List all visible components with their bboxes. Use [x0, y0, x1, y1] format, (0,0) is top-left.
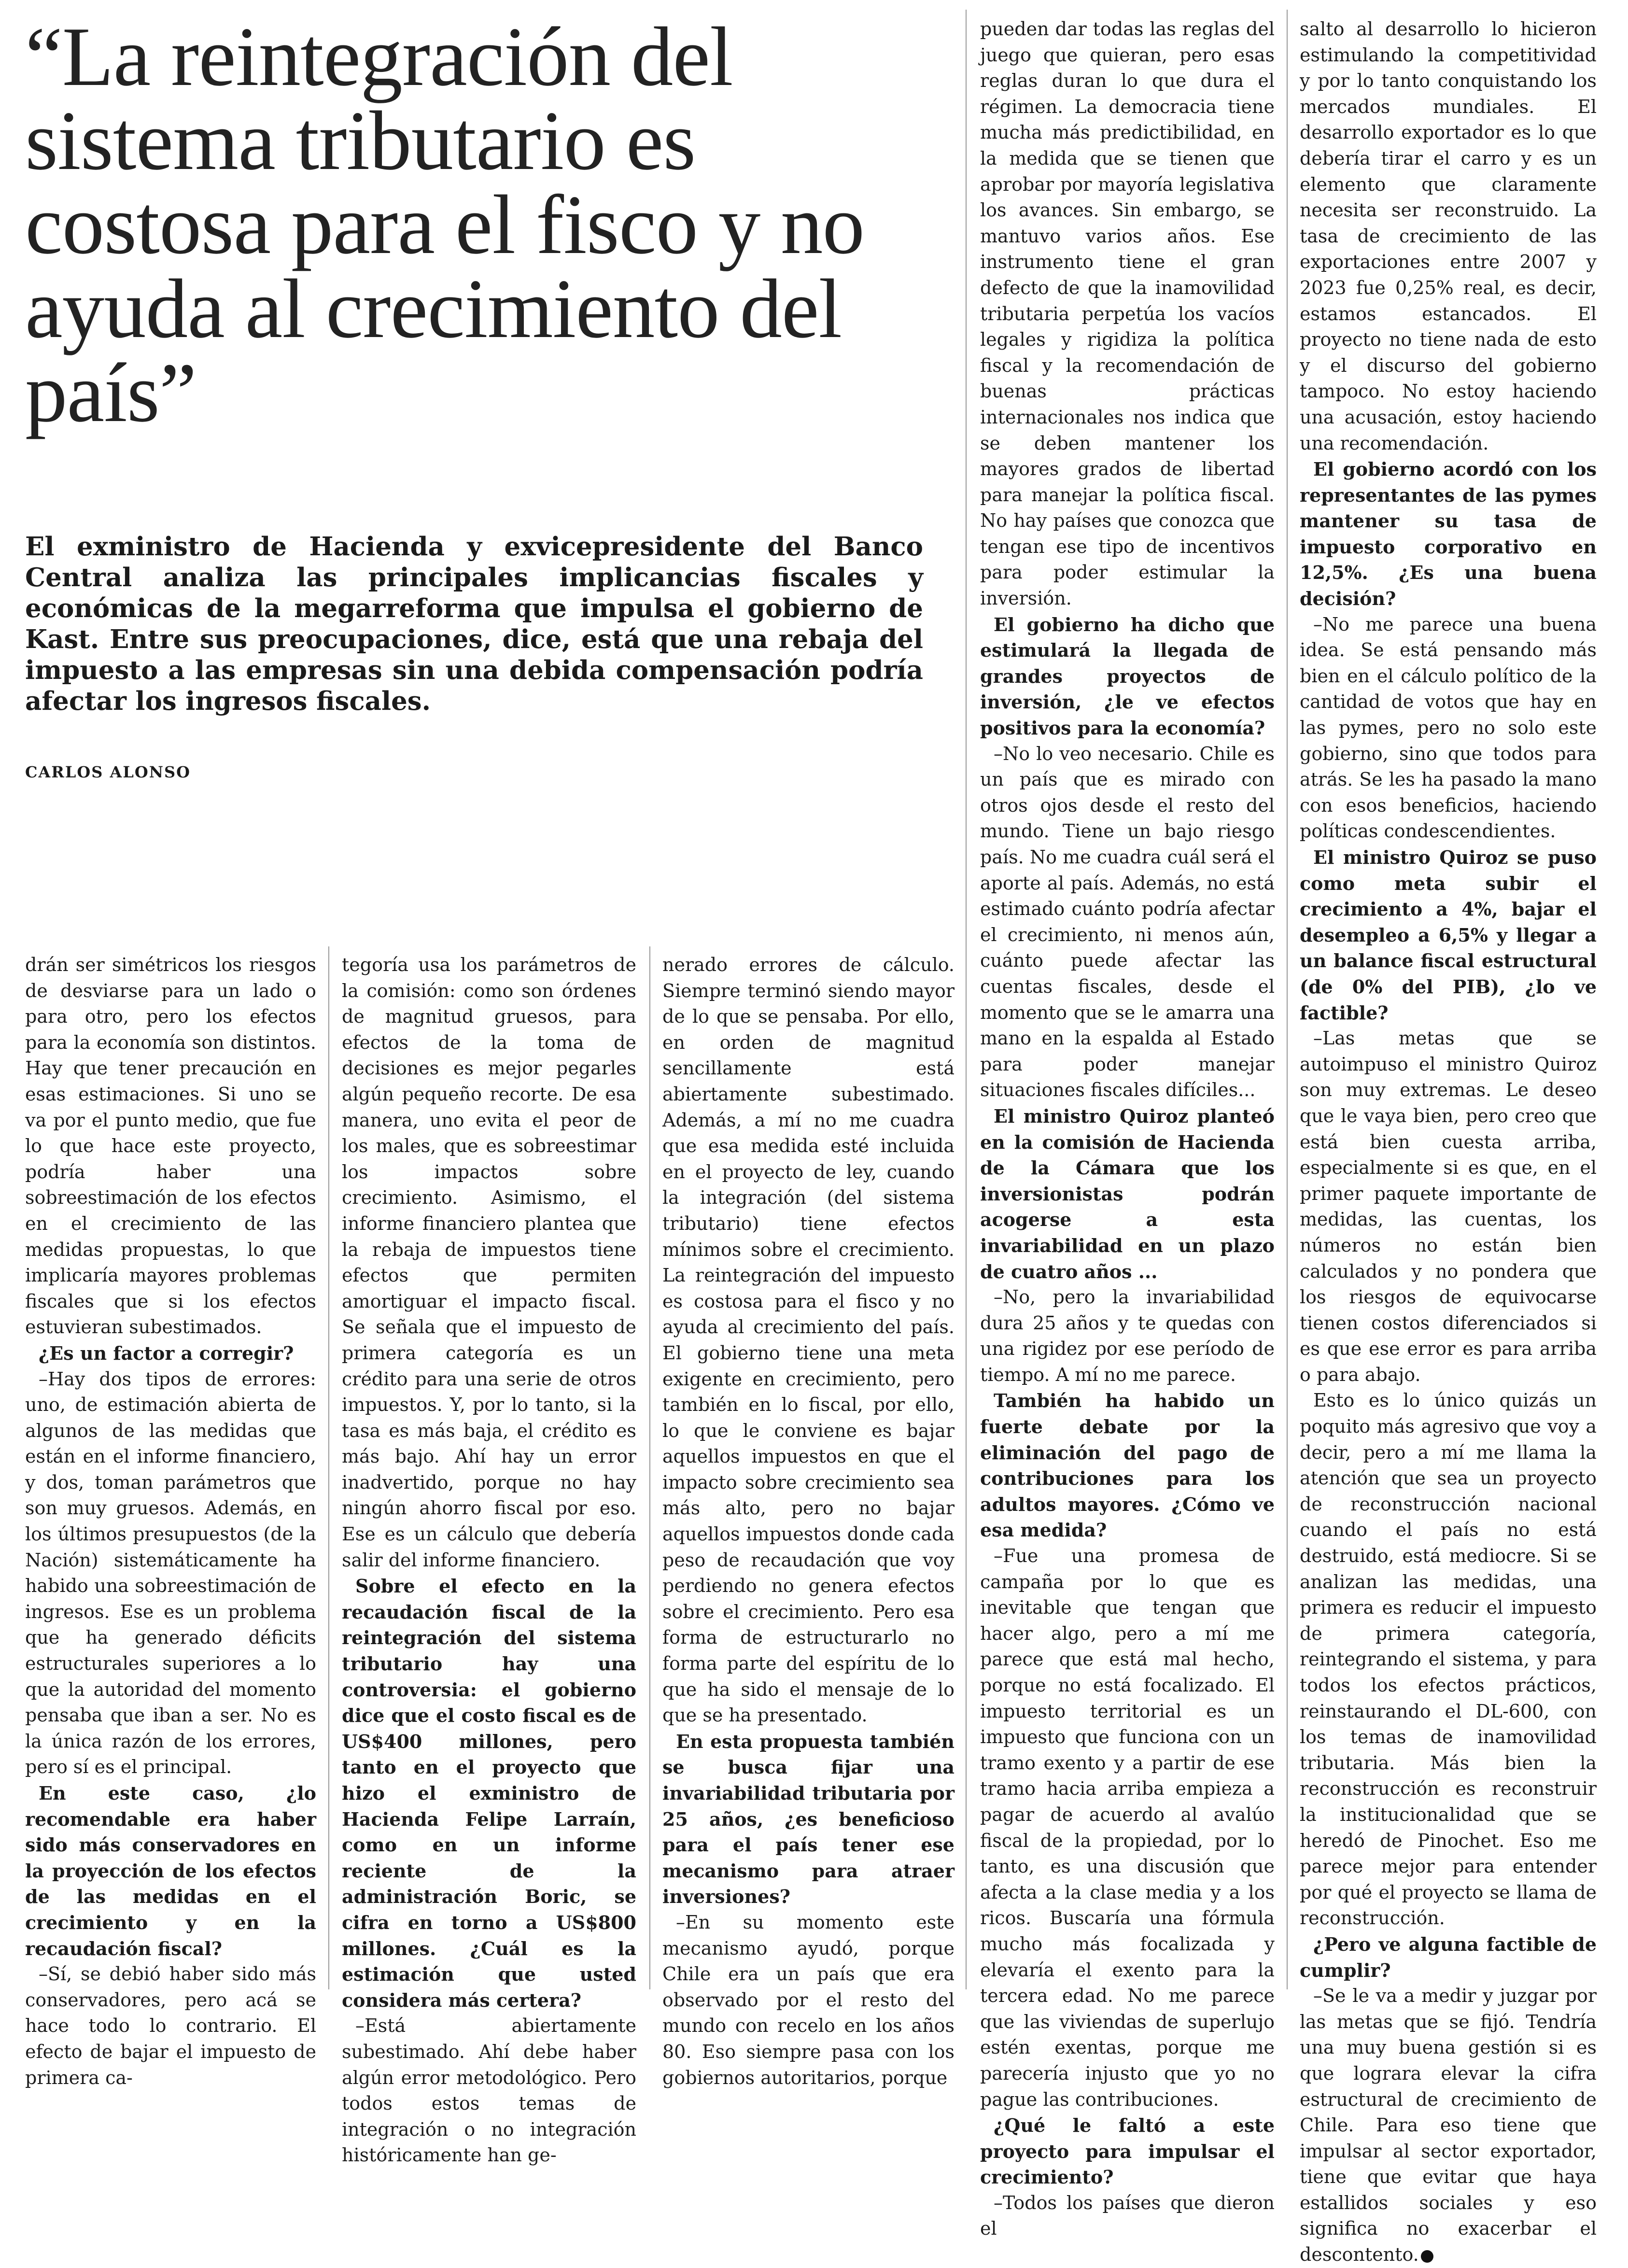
- body-paragraph: nerado errores de cálculo. Siempre terminó siendo mayor de lo que se pensaba. Por ello, en orden de magnitud sencillamente está abiertamente subestimado. Además, a mí no me cuadra que esa medida esté incluida en el proyecto de ley, cuando la integración (del sistema tributario) tiene efectos mínimos sobre el crecimiento. La reintegración del impuesto es costosa para el fisco y no ayuda al crecimiento del país. El gobierno tiene una meta exigente en crecimiento, pero también en lo fiscal, por ello, lo que le conviene es bajar aquellos impuestos en que el impacto sobre crecimiento sea más alto, pero no bajar aquellos impuestos donde cada peso de recaudación que voy perdiendo no genera efectos sobre el crecimiento. Pero esa forma de estructurarlo no forma parte del espíritu de lo que ha sido el mensaje de lo que se ha presentado.: [662, 954, 954, 1726]
- column-rule: [649, 946, 650, 1989]
- article-column-2: [342, 952, 636, 2166]
- question: El ministro Quiroz planteó en la comisión de Hacienda de la Cámara que los inversionistas podrán acogerse a esta invariabilidad en un plazo de cuatro años ...: [980, 1105, 1275, 1282]
- answer-text: –Se le va a medir y juzgar por las metas que se fijó. Tendría una muy buena gestión si es que lograra elevar la cifra estructural de crecimiento de Chile. Para eso tiene que impulsar al sector exportador, tiene que evitar que haya estallidos sociales y eso significa no exacerbar el descontento.: [1300, 1985, 1597, 2266]
- question: ¿Pero ve alguna factible de cumplir?: [1300, 1933, 1597, 1981]
- body-paragraph: pueden dar todas las reglas del juego que quieran, pero esas reglas duran lo que dura el régimen. La democracia tiene mucha más predictibilidad, en la medida que se tienen que aprobar por mayoría legislativa los avances. Sin embargo, se mantuvo varios años. Ese instrumento tiene el gran defecto de que la inamovilidad tributaria perpetúa los vacíos legales y rigidiza la política fiscal y la recomendación de buenas prácticas internacionales nos indica que se deben mantener los mayores grados de libertad para manejar la política fiscal. No hay países que conozca que tengan ese tipo de incentivos para poder estimular la inversión.: [980, 18, 1275, 609]
- answer: [1300, 1983, 1597, 2268]
- question: El ministro Quiroz se puso como meta subir el crecimiento a 4%, bajar el desempleo a 6,5% y llegar a un balance fiscal estructural (de 0% del PIB), ¿lo ve factible?: [1300, 846, 1597, 1024]
- question: ¿Qué le faltó a este proyecto para impulsar el crecimiento?: [980, 2114, 1275, 2188]
- answer: –Hay dos tipos de errores: uno, de estimación abierta de algunos de las medidas que están en el informe financiero, y dos, toman parámetros que son muy gruesos. Además, en los últimos presupuestos (de la Nación) sistemáticamente ha habido una sobreestimación de ingresos. Ese es un problema que ha generado déficits estructurales superiores a lo que la autoridad del momento pensaba que iban a ser. No es la única razón de los errores, pero sí es el principal.: [25, 1368, 316, 1778]
- question: El gobierno ha dicho que estimulará la llegada de grandes proyectos de inversión, ¿le ve efectos positivos para la economía?: [980, 613, 1275, 739]
- byline: CARLOS ALONSO: [25, 763, 191, 781]
- question: En esta propuesta también se busca fijar una invariabilidad tributaria por 25 años, ¿es beneficioso para el país tener ese mecanismo para atraer inversiones?: [662, 1730, 954, 1908]
- question: Sobre el efecto en la recaudación fiscal de la reintegración del sistema tributario hay una controversia: el gobierno dice que el costo fiscal es de US$400 millones, pero tanto en el proyecto que hizo el exministro de Hacienda Felipe Larraín, como en un informe reciente de la administración Boric, se cifra en torno a US$800 millones. ¿Cuál es la estimación que usted considera más certera?: [342, 1575, 636, 2011]
- question: ¿Es un factor a corregir?: [39, 1342, 294, 1364]
- answer: –No me parece una buena idea. Se está pensando más bien en el cálculo político de la cantidad de votos que hay en las pymes, pero no solo este gobierno, sino que todos para atrás. Se les ha pasado la mano con esos beneficios, haciendo políticas condescendientes.: [1300, 613, 1597, 842]
- question: En este caso, ¿lo recomendable era haber sido más conservadores en la proyección de los efectos de las medidas en el crecimiento y en la recaudación fiscal?: [25, 1782, 316, 1959]
- answer: –En su momento este mecanismo ayudó, porque Chile era un país que era observado por el resto del mundo con recelo en los años 80. Eso siempre pasa con los gobiernos autoritarios, porque: [662, 1911, 954, 2088]
- answer: –No, pero la invariabilidad dura 25 años y te quedas con una rigidez por ese período de tiempo. A mí no me parece.: [980, 1286, 1275, 1385]
- answer: –Está abiertamente subestimado. Ahí debe haber algún error metodológico. Pero todos estos temas de integración o no integración históricamente han ge-: [342, 2015, 636, 2166]
- body-paragraph: salto al desarrollo lo hicieron estimulando la competitividad y por lo tanto conquistando los mercados mundiales. El desarrollo exportador es lo que debería tirar el carro y es un elemento que claramente necesita ser reconstruido. La tasa de crecimiento de las exportaciones entre 2007 y 2023 fue 0,25% real, es decir, estamos estancados. El proyecto no tiene nada de esto y el discurso del gobierno tampoco. No estoy haciendo una acusación, estoy haciendo una recomendación.: [1300, 18, 1597, 454]
- answer: –Sí, se debió haber sido más conservadores, pero acá se hace todo lo contrario. El efecto de bajar el impuesto de primera ca-: [25, 1963, 316, 2088]
- body-paragraph: drán ser simétricos los riesgos de desviarse para un lado o para otro, pero los efectos para la economía son distintos. Hay que tener precaución en esas estimaciones. Si uno se va por el punto medio, que fue lo que hace este proyecto, podría haber una sobreestimación de los efectos en el crecimiento de las medidas propuestas, lo que implicaría mayores problemas fiscales que si los efectos estuvieran subestimados.: [25, 954, 316, 1338]
- article-column-4: [980, 16, 1275, 2240]
- lead-paragraph: El exministro de Hacienda y exvicepresidente del Banco Central analiza las principales implicancias fiscales y económicas de la megarreforma que impulsa el gobierno de Kast. Entre sus preocupaciones, dice, está que una rebaja del impuesto a las empresas sin una debida compensación podría afectar los ingresos fiscales.: [25, 532, 923, 716]
- headline: “La reintegración del sistema tributario es costosa para el fisco y no ayuda al crecimiento del país”: [25, 10, 865, 439]
- article-column-5: [1300, 16, 1597, 2266]
- article-column-1: [25, 952, 316, 2088]
- column-rule: [328, 946, 329, 1989]
- question: También ha habido un fuerte debate por la eliminación del pago de contribuciones para los adultos mayores. ¿Cómo ve esa medida?: [980, 1390, 1275, 1541]
- answer: –No lo veo necesario. Chile es un país que es mirado con otros ojos desde el resto del mundo. Tiene un bajo riesgo país. No me cuadra cuál será el aporte al país. Además, no está estimado cuánto podría afectar el crecimiento, ni menos aún, cuánto puede afectar las cuentas fiscales, desde el momento que se le amarra una mano en la espalda al Estado para poder manejar situaciones fiscales difíciles...: [980, 743, 1275, 1101]
- body-paragraph: Esto es lo único quizás un poquito más agresivo que voy a decir, pero a mí me llama la atención que sea un proyecto de reconstrucción nacional cuando el país no está destruido, está mediocre. Si se analizan las medidas, una primera es reducir el impuesto de primera categoría, reintegrando el sistema, y para todos los efectos prácticos, reinstaurando el DL-600, con los temas de inamovilidad tributaria. Más bien la reconstrucción es reconstruir la institucionalidad que se heredó de Pinochet. Eso me parece mejor para entender por qué el proyecto se llama de reconstrucción.: [1300, 1390, 1597, 1929]
- body-paragraph: tegoría usa los parámetros de la comisión: como son órdenes de magnitud gruesos, para efectos de la toma de decisiones es mejor pegarles algún pequeño recorte. De esa manera, uno evita el peor de los males, que es sobreestimar los impactos sobre crecimiento. Asimismo, el informe financiero plantea que la rebaja de impuestos tiene efectos que permiten amortiguar el impacto fiscal. Se señala que el impuesto de primera categoría es un crédito para una serie de otros impuestos. Y, por lo tanto, si la tasa es más baja, el crédito es más bajo. Ahí hay un error inadvertido, porque no hay ningún ahorro fiscal por eso. Ese es un cálculo que debería salir del informe financiero.: [342, 954, 636, 1571]
- column-rule: [966, 10, 967, 1989]
- answer: –Todos los países que dieron el: [980, 2192, 1275, 2240]
- article-column-3: [662, 952, 954, 2088]
- column-rule: [1287, 10, 1288, 1989]
- answer: –Fue una promesa de campaña por lo que es inevitable que tengan que hacer algo, pero a mí me parece que está mal hecho, porque no está focalizado. El impuesto territorial es un impuesto que funciona con un tramo exento y a partir de ese tramo hacia arriba empieza a pagar de acuerdo al avalúo fiscal de la propiedad, por lo tanto, es una discusión que afecta a la clase media y a los ricos. Buscaría una fórmula mucho más focalizada y elevaría el exento para la tercera edad. No me parece que las viviendas de superlujo estén exentas, porque me parecería injusto que yo no pague las contribuciones.: [980, 1545, 1275, 2110]
- end-mark-icon: [1421, 2250, 1433, 2263]
- question: El gobierno acordó con los representantes de las pymes mantener su tasa de impuesto corporativo en 12,5%. ¿Es una buena decisión?: [1300, 458, 1597, 610]
- answer: –Las metas que se autoimpuso el ministro Quiroz son muy extremas. Le deseo que le vaya bien, pero creo que está bien cuesta arriba, especialmente si es que, en el primer paquete importante de medidas, las cuentas, los números no están bien calculados y no pondera que los riesgos de equivocarse tienen costos diferenciados si es que ese error es para arriba o para abajo.: [1300, 1028, 1597, 1385]
